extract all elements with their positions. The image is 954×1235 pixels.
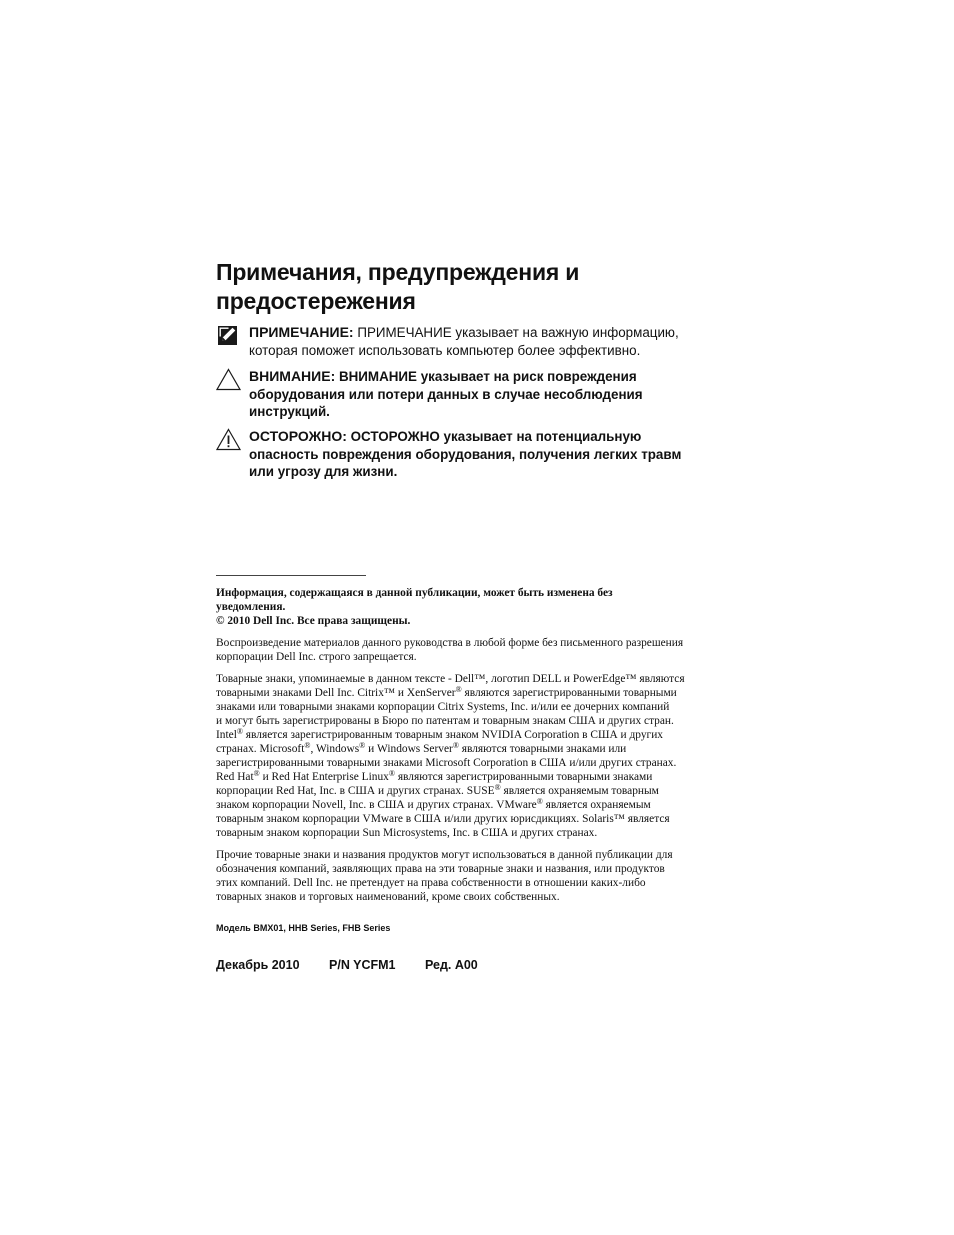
tm-line: товарными знаками Dell Inc. Citrix™ и XenServer® являются зарегистрированными товарными xyxy=(216,685,677,699)
other-line: обозначения компаний, заявляющих права на эти товарные знаки и названия, или продуктов xyxy=(216,863,665,875)
notice-label: ВНИМАНИЕ: xyxy=(249,368,336,384)
notice-text: инструкций. xyxy=(249,404,330,419)
warning-exclamation-icon xyxy=(216,428,242,452)
caution-text: или угрозу для жизни. xyxy=(249,464,398,479)
caution-label: ОСТОРОЖНО: xyxy=(249,428,347,444)
info-notice xyxy=(216,586,716,628)
repro-line: Воспроизведение материалов данного руководства в любой форме без письменного разрешения xyxy=(216,637,684,649)
page-title xyxy=(216,258,736,316)
notice-text: оборудования или потери данных в случае несоблюдения xyxy=(249,386,643,402)
tm-line: корпорации Red Hat, Inc. в США и других странах. SUSE® является охраняемым товарным xyxy=(216,783,659,797)
tm-line: знаком корпорации Novell, Inc. в США и других странах. VMware® является охраняемым xyxy=(216,797,651,811)
info-line: уведомления. xyxy=(216,601,286,613)
caution-triangle-icon xyxy=(216,368,242,392)
trademark-notice xyxy=(216,672,716,840)
caution-block xyxy=(216,428,716,481)
publication-footer xyxy=(216,958,478,972)
model-number: Модель BMX01, HHB Series, FHB Series xyxy=(216,923,391,933)
info-line: Информация, содержащаяся в данной публикации, может быть изменена без xyxy=(216,587,613,599)
caution-text: опасность повреждения оборудования, получения легких травм xyxy=(249,446,682,462)
note-text: которая поможет использовать компьютер более эффективно. xyxy=(249,342,641,358)
tm-line: товарным знаком корпорации VMware в США и/или других юрисдикциях. Solaris™ является xyxy=(216,813,670,825)
page-title-line: предостережения xyxy=(216,288,416,314)
caution-text: ОСТОРОЖНО указывает на потенциальную xyxy=(346,429,642,444)
revision: Ред. A00 xyxy=(424,958,478,972)
divider xyxy=(216,575,366,576)
note-block xyxy=(216,324,716,359)
repro-line: корпорации Dell Inc. строго запрещается. xyxy=(216,651,417,663)
tm-line: Intel® является зарегистрированным товарным знаком NVIDIA Corporation в США и других xyxy=(216,727,663,741)
tm-line: и могут быть зарегистрированы в Бюро по патентам и товарным знакам США и других стран. xyxy=(216,715,674,727)
notice-block xyxy=(216,368,716,421)
tm-line: зарегистрированными товарными знаками Microsoft Corporation в США и/или других странах. xyxy=(216,757,677,769)
other-trademarks-notice xyxy=(216,848,716,904)
publication-date: Декабрь 2010 xyxy=(216,958,300,972)
pencil-note-icon xyxy=(216,324,242,348)
part-number: P/N YCFM1 xyxy=(329,958,396,972)
tm-line: странах. Microsoft®, Windows® и Windows Server® являются товарными знаками или xyxy=(216,741,627,755)
tm-line: знаками или товарными знаками корпорации Citrix Systems, Inc. и/или ее дочерних компаний xyxy=(216,701,670,713)
reproduction-notice xyxy=(216,636,716,664)
note-text: ПРИМЕЧАНИЕ указывает на важную информацию, xyxy=(353,325,679,340)
note-label: ПРИМЕЧАНИЕ: xyxy=(249,324,354,340)
other-line: товарных знаков и торговых наименований, кроме своих собственных. xyxy=(216,891,560,903)
page-title-line: Примечания, предупреждения и xyxy=(216,259,580,285)
other-line: Прочие товарные знаки и названия продуктов могут использоваться в данной публикации для xyxy=(216,849,673,861)
notice-text: ВНИМАНИЕ указывает на риск повреждения xyxy=(335,369,637,384)
copyright: © 2010 Dell Inc. Все права защищены. xyxy=(216,615,411,627)
tm-line: Red Hat® и Red Hat Enterprise Linux® являются зарегистрированными товарными знаками xyxy=(216,769,653,783)
other-line: этих компаний. Dell Inc. не претендует на права собственности в отношении каких-либо xyxy=(216,877,646,889)
tm-line: товарным знаком корпорации Sun Microsystems, Inc. в США и других странах. xyxy=(216,827,598,839)
tm-line: Товарные знаки, упоминаемые в данном тексте - Dell™, логотип DELL и PowerEdge™ являются xyxy=(216,673,685,685)
